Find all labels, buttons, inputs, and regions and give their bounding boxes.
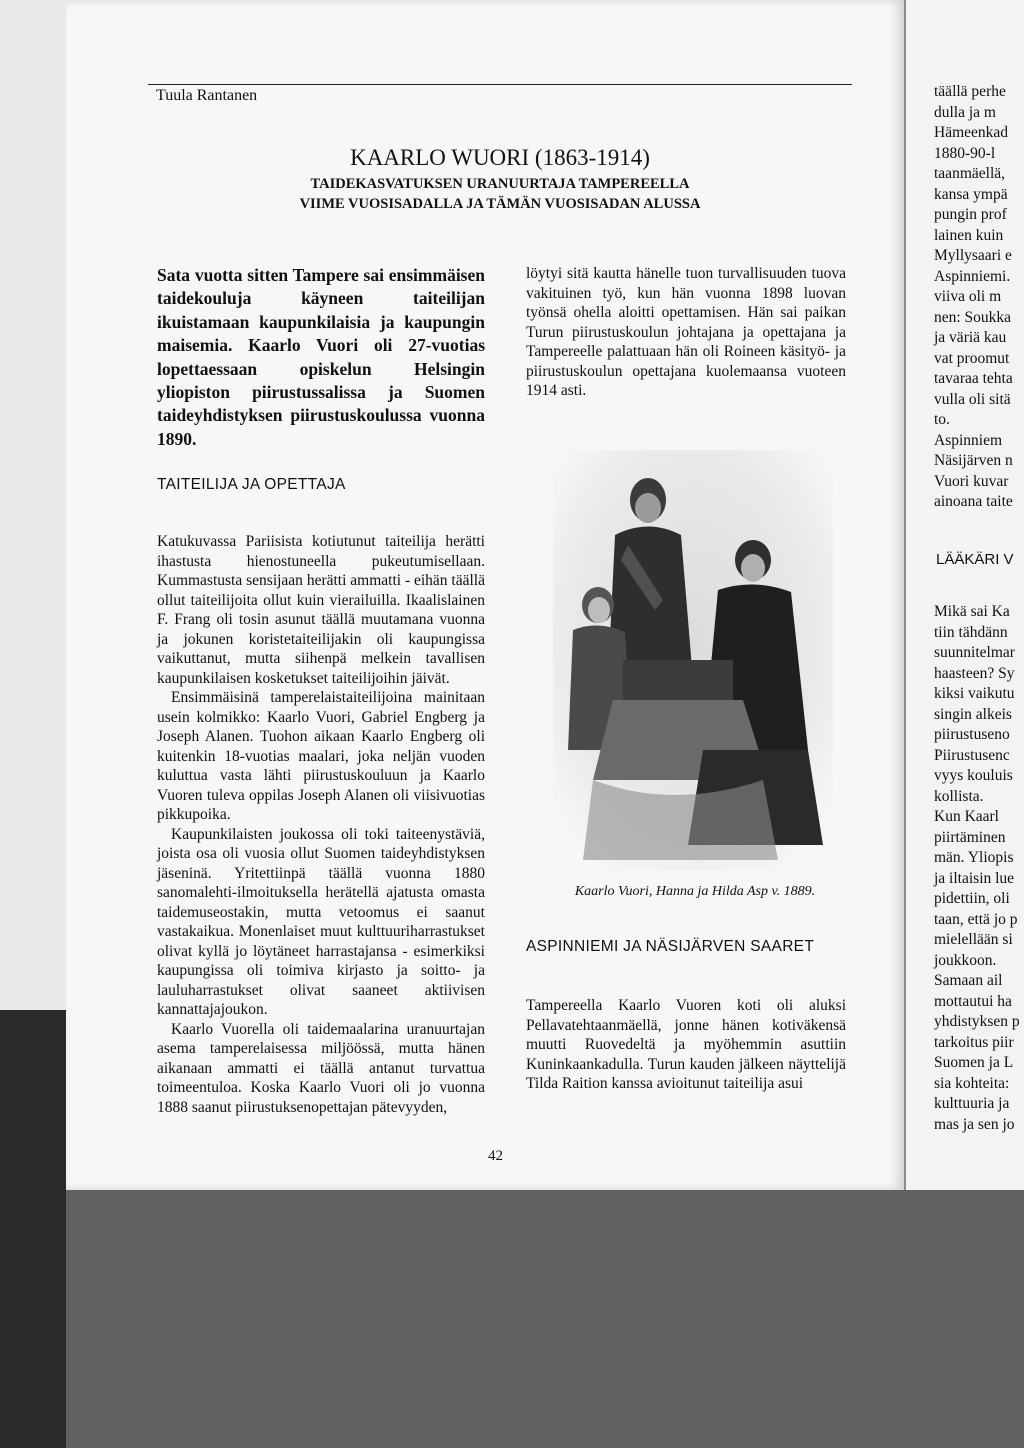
scan-left-margin (0, 0, 66, 1448)
body-paragraph: Tampereella Kaarlo Vuoren koti oli aluksi Pellavatehtaanmäellä, jonne hänen kotiväkensä muutti Ruovedeltä ja myöhemmin asuttiin Kuninkaankadulla. Turun kauden jälkeen näyttelijä Tilda Raition kanssa avioitunut taiteilija asui (526, 997, 846, 1092)
body-paragraph: löytyi sitä kautta hänelle tuon turvallisuuden tuova vakituinen työ, kun hän vuonna 1898 luovan työnsä ohella aloitti opettamisen. Hän sai paikan Turun piirustuskoulun johtajana ja opettajana ja Tampereelle palattuaan hän oli Roineen käsityö- ja piirustuskoulun opettajana kuolemaansa vuoteen 1914 asti. (526, 265, 846, 399)
facing-line: lainen kuin (934, 226, 1004, 244)
section-heading-taiteilija: TAITEILIJA JA OPETTAJA (157, 476, 346, 493)
running-header-author: Tuula Rantanen (156, 87, 258, 104)
facing-line: nen: Soukka (934, 308, 1012, 326)
header-rule (148, 84, 852, 85)
body-paragraph: Kaarlo Vuorella oli taidemaalarina uranuurtajan asema tamperelaisessa miljöössä, mutta hänen aikanaan ammatti ei täällä antanut turvattua toimeentuloa. Koska Kaarlo Vuori oli jo vuonna 1888 saanut piirustuksenopettajan pätevyyden, (157, 1020, 485, 1116)
historical-photo (553, 450, 833, 870)
facing-line: Vuori kuvar (934, 472, 1009, 490)
facing-line: Mikä sai Ka (934, 603, 1010, 620)
photo-caption: Kaarlo Vuori, Hanna ja Hilda Asp v. 1889. (574, 884, 816, 899)
facing-page-text-bottom (934, 602, 1020, 1135)
facing-line: mottautui ha (934, 992, 1012, 1010)
facing-line: Myllysaari e (934, 247, 1012, 264)
facing-line: tavaraa tehta (934, 370, 1013, 387)
facing-line: vulla oli sitä (934, 390, 1011, 408)
facing-line: taan, että jo p (934, 910, 1018, 928)
facing-line: vyys kouluis (934, 767, 1013, 784)
scan-bottom-background (66, 1190, 1024, 1448)
body-paragraph: Katukuvassa Pariisista kotiutunut taiteilija herätti ihastusta hienostuneella pukeutumisellaan. Kummastusta sensijaan herätti ammatti - eihän täällä ollut taiteilijoita ollut kuin vierailuilla. Ikaalislainen F. Frang oli tosin asunut täällä muutamana vuonna ja jokunen koristetaiteilijakin oli kaupungissa vaikuttanut, mutta siihenpä melkein tavallisen kaupunkilaisen kosketukset taiteilijoihin jäivät. (157, 533, 485, 687)
facing-line: haasteen? Sy (934, 664, 1015, 682)
facing-line: kansa ympä (934, 185, 1008, 203)
facing-line: Piirustusenc (934, 746, 1010, 764)
right-column-top (526, 264, 846, 401)
facing-line: 1880-90-l (934, 144, 996, 162)
facing-line: täällä perhe (934, 83, 1006, 100)
facing-line: Samaan ail (934, 972, 1003, 989)
scan-dark-corner (0, 1010, 66, 1448)
facing-line: taanmäellä, (934, 165, 1005, 182)
left-column-body (157, 532, 485, 1117)
facing-line: joukkoon. (934, 951, 997, 969)
facing-line: ja väriä kau (934, 329, 1007, 346)
facing-line: Aspinniemi. (934, 267, 1011, 285)
facing-line: kollista. (934, 787, 984, 805)
facing-line: Suomen ja L (934, 1054, 1014, 1071)
facing-line: yhdistyksen p (934, 1013, 1020, 1030)
facing-line: pidettiin, oli (934, 890, 1010, 907)
body-paragraph: Ensimmäisinä tamperelaistaiteilijoina mainitaan usein kolmikko: Kaarlo Vuori, Gabriel Engberg ja Joseph Alanen. Tuohon aikaan Kaarlo Engberg oli kuitenkin 18-vuotias maalari, joka neljän vuoden kuluttua vasta lähti piirustuskouluun ja Kaarlo Vuoren tuleva oppilas Joseph Alanen oli viisivuotias pikkupoika. (157, 689, 485, 823)
lead-paragraph: Sata vuotta sitten Tampere sai ensimmäisen taidekouluja käyneen taiteilijan ikuistamaan kaupunkilaisia ja kaupungin maisemia. Kaarlo Vuori oli 27-vuotias lopettaessaan opiskelun Helsingin yliopiston piirustussalissa ja Suomen taideyhdistyksen piirustuskoulussa vuonna 1890. (157, 265, 485, 449)
facing-line: Näsijärven n (934, 452, 1013, 469)
facing-line: mas ja sen jo (934, 1115, 1015, 1133)
facing-line: Kun Kaarl (934, 808, 999, 825)
facing-line: Hämeenkad (934, 124, 1009, 141)
article-subtitle-line2: VIIME VUOSISADALLA JA TÄMÄN VUOSISADAN ALUSSA (299, 196, 701, 212)
facing-page-heading: LÄÄKÄRI V (936, 551, 1014, 568)
facing-line: kulttuuria ja (934, 1095, 1010, 1112)
facing-line: tarkoitus piir (934, 1033, 1014, 1051)
facing-line: pungin prof (934, 206, 1007, 223)
facing-line: kiksi vaikutu (934, 685, 1015, 702)
facing-line: dulla ja m (934, 103, 996, 121)
right-column-bottom (526, 996, 846, 1094)
facing-line: vat proomut (934, 349, 1010, 367)
facing-line: män. Yliopis (934, 849, 1014, 866)
facing-line: tiin tähdänn (934, 623, 1008, 641)
page-number: 42 (488, 1148, 503, 1164)
facing-line: mielellään si (934, 931, 1013, 948)
article-title: KAARLO WUORI (1863-1914) (350, 145, 650, 170)
facing-line: piirtäminen (934, 828, 1006, 846)
facing-line: viiva oli m (934, 288, 1002, 305)
facing-line: ja iltaisin lue (934, 869, 1015, 887)
facing-line: suunnitelmar (934, 644, 1015, 661)
facing-line: singin alkeis (934, 705, 1012, 723)
facing-page (904, 0, 1024, 1190)
facing-page-text-top (934, 82, 1024, 513)
section-heading-aspinniemi: ASPINNIEMI JA NÄSIJÄRVEN SAARET (526, 938, 815, 955)
facing-line: ainoana taite (934, 493, 1013, 510)
facing-line: Aspinniem (934, 431, 1003, 449)
facing-line: to. (934, 411, 950, 428)
article-subtitle-line1: TAIDEKASVATUKSEN URANUURTAJA TAMPEREELLA (310, 176, 690, 192)
body-paragraph: Kaupunkilaisten joukossa oli toki taiteenystäviä, joista osa oli vuosia ollut Suomen taideyhdistyksen jäseninä. Yritettiinpä täällä vuonna 1880 sanomalehti-ilmoituksella herätellä ajatusta omasta taidemuseostakin, mutta vetoomus ei saanut vastakaikua. Monenlaiset muut kulttuuriharrastukset olivat kyllä jo löytäneet harrastajansa - esimerkiksi kaupungissa oli toimiva kirjasto ja soitto- ja lauluharrastukset olivat saaneet aktiivisen kannattajajoukon. (157, 825, 485, 1018)
facing-line: piirustuseno (934, 726, 1010, 743)
facing-line: sia kohteita: (934, 1074, 1010, 1092)
